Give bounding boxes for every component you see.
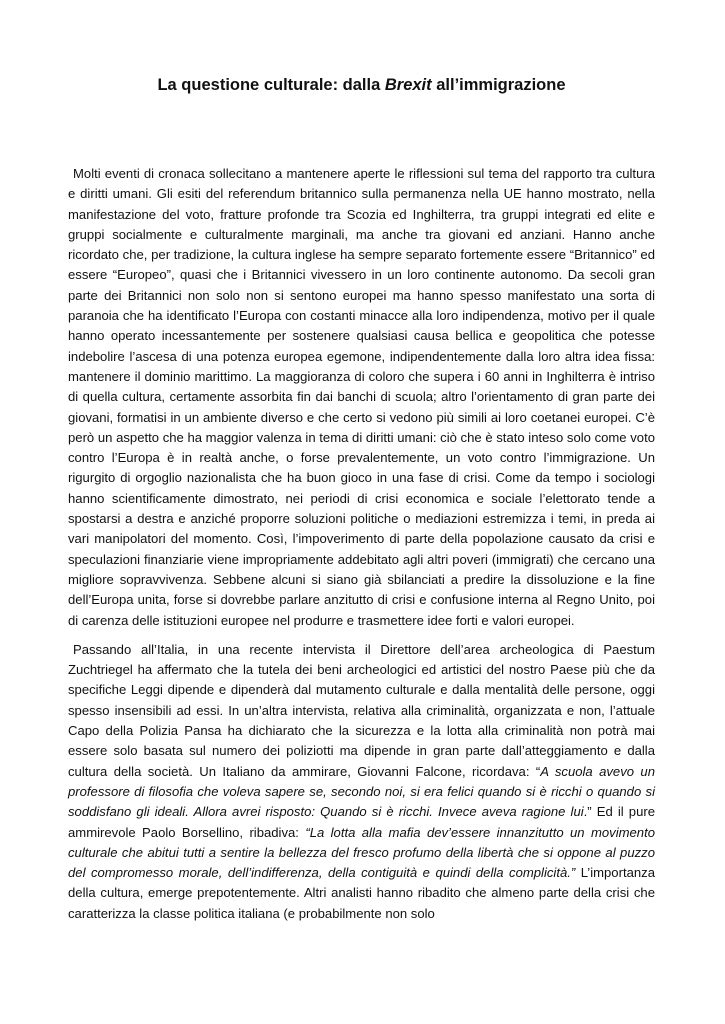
paragraph-brexit: Molti eventi di cronaca sollecitano a mantenere aperte le riflessioni sul tema del rapporto tra cultura e diritti umani. Gli esiti del referendum britannico sulla permanenza nella UE hanno mostrato, nella manifestazione del voto, fratture profonde tra Scozia ed Inghilterra, tra gruppi integrati ed elite e gruppi socialmente e culturalmente marginali, ma anche tra giovani ed anziani. Hanno anche ricordato che, per tradizione, la cultura inglese ha sempre separato fortemente essere “Britannico” ed essere “Europeo”, quasi che i Britannici vivessero in un loro continente autonomo. Da secoli gran parte dei Britannici non solo non si sentono europei ma hanno spesso manifestato una sorta di paranoia che ha identificato l’Europa con costanti minacce alla loro indipendenza, motivo per il quale hanno operato incessantemente per sostenere qualsiasi causa bellica e geopolitica che potesse indebolire l’ascesa di una potenza europea egemone, indipendentemente dalla loro altra idea fissa: mantenere il dominio marittimo. La maggioranza di coloro che supera i 60 anni in Inghilterra è intriso di quella cultura, certamente assorbita fin dai banchi di scuola; altro l’orientamento di gran parte dei giovani, formatisi in un ambiente diverso e che certo si vedono più simili ai loro coetanei europei. C’è però un aspetto che ha maggior valenza in tema di diritti umani: ciò che è stato inteso solo come voto contro l’Europa è in realtà anche, o forse prevalentemente, un voto contro l’immigrazione. Un rigurgito di orgoglio nazionalista che ha buon gioco in una fase di crisi. Come da tempo i sociologi hanno scientificamente dimostrato, nei periodi di crisi economica e sociale l’elettorato tende a spostarsi a destra e anziché proporre soluzioni politiche o mediazioni estremizza i temi, in preda ai vari manipolatori del momento. Così, l’impoverimento di parte della popolazione causato da crisi e speculazioni finanziarie viene impropriamente addebitato agli altri poveri (immigrati) che cercano una migliore sopravvivenza. Sebbene alcuni si siano già sbilanciati a predire la dissoluzione e la fine dell’Europa unita, forse si dovrebbe parlare anzitutto di crisi e confusione interna al Regno Unito, poi di carenza delle istituzioni europee nel produrre e trasmettere idee forti e valori europei.	[68, 166, 655, 628]
paragraph-italia	[68, 640, 655, 924]
paragraph-italia-part1: Passando all’Italia, in una recente intervista il Direttore dell’area archeologica di Paestum Zuchtriegel ha affermato che la tutela dei beni archeologici ed artistici del nostro Paese più che da specifiche Leggi dipende e dipenderà dal mutamento culturale e dalla mentalità delle persone, oggi spesso insensibili ad essi. In un’altra intervista, relativa alla criminalità, organizzata e non, l’attuale Capo della Polizia Pansa ha dichiarato che la sicurezza e la lotta alla criminalità non potrà mai essere solo basata sul numero dei poliziotti ma dipende in gran parte dall’atteggiamento e dalla cultura della società. Un Italiano da ammirare, Giovanni Falcone, ricordava: “	[68, 641, 655, 779]
paragraph-italia-part2: .” Ed il pure ammirevole Paolo Borsellino, ribadiva:	[68, 804, 655, 840]
paragraph-italia-part3: L’importanza della cultura, emerge prepotentemente. Altri analisti hanno ribadito che almeno parte della crisi che caratterizza la classe politica italiana (e probabilmente non solo	[68, 865, 655, 921]
falcone-quote: A scuola avevo un professore di filosofia che voleva sapere se, secondo noi, si era felici quando si è ricchi o quando si soddisfano gli ideali. Allora avrei risposto: Quando si è ricchi. Invece aveva ragione lui	[68, 763, 655, 820]
document-title	[68, 76, 655, 95]
title-italic-word: Brexit	[384, 76, 432, 94]
title-prefix: La questione culturale: dalla	[157, 76, 385, 94]
borsellino-quote: “La lotta alla mafia dev’essere innanzitutto un movimento culturale che abitui tutti a sentire la bellezza del fresco profumo della libertà che si oppone al puzzo del compromesso morale, dell’indifferenza, della contiguità e quindi della complicità.”	[68, 824, 655, 881]
title-suffix: all’immigrazione	[431, 76, 566, 94]
